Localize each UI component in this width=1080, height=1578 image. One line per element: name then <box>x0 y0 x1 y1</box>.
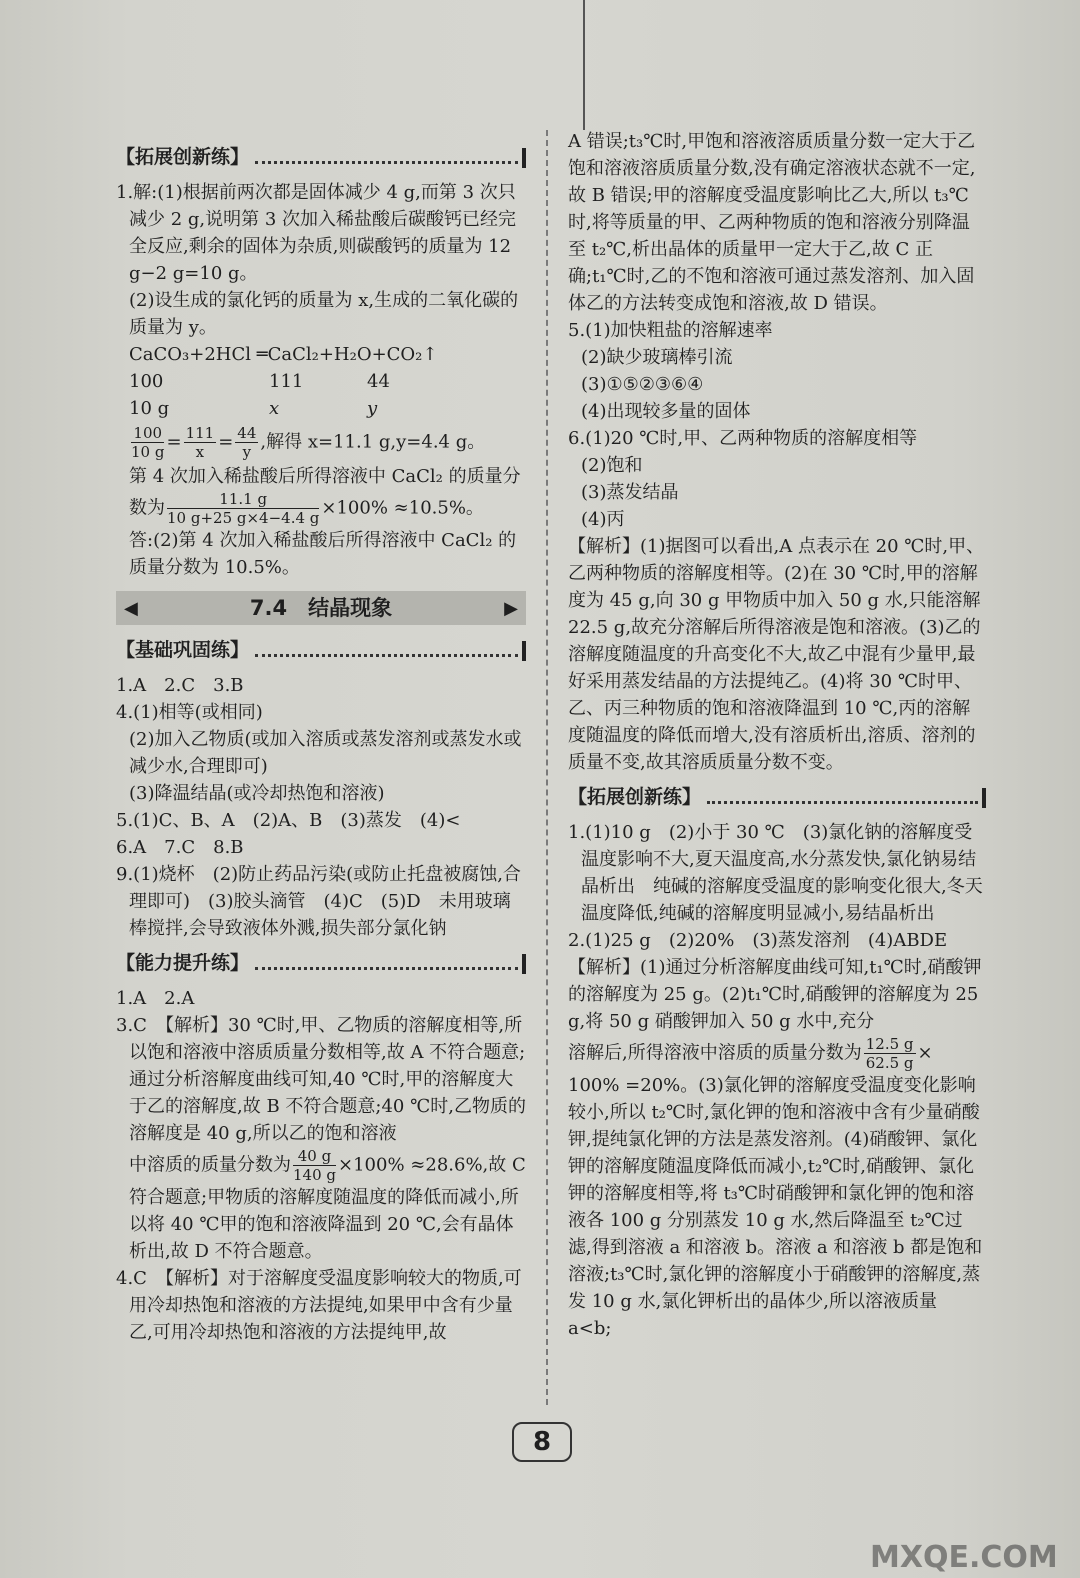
section-title: 【拓展创新练】 <box>116 144 526 171</box>
watermark-text: MXQE.COM <box>870 1540 1058 1575</box>
chapter-title: 7.4 结晶现象 <box>249 595 393 620</box>
right-column: A 错误;t₃℃时,甲饱和溶液溶质质量分数一定大于乙饱和溶液溶质质量分数,没有确定溶液状态就不一定,故 B 错误;甲的溶解度受温度影响比乙大,所以 t₃℃时,将等质量的甲、乙两种物质的饱和溶液分别降温至 t₂℃,析出晶体的质量甲一定大于乙,故 C 正确;t₁℃时,乙的不饱和溶液可通过蒸发溶剂、加入固体乙的方法转变成饱和溶液,故 D 错误。 5.(1)加快粗盐的溶解速率 (2)缺少玻璃棒引流 (3)①⑤②③⑥④ (4)出现较多量的固体 6.(1)20 ℃时,甲、乙两种物质的溶解度相等 (2)饱和 (3)蒸发结晶 (4)丙 【解析】(1)据图可以看出,A 点表示在 20 ℃时,甲、乙两种物质的溶解度相等。(2)在 30 ℃时,甲的溶解度为 45 g,向 30 g 甲物质中加入 50 g 水,只能溶解 22.5 g,故充分溶解后所得溶液是饱和溶液。(3)乙的溶解度随温度的升高变化不大,故乙中混有少量甲,最好采用蒸发结晶的方法提纯乙。(4)将 30 ℃时甲、乙、丙三种物质的饱和溶液降温到 10 ℃,丙的溶解度随温度的降低而增大,没有溶质析出,溶质、溶剂的质量不变,故其溶质质量分数不变。 【拓展创新练】 1.(1)10 g (2)小于 30 ℃ (3)氯化钠的溶解度受温度影响不大,夏天温度高,水分蒸发快,氯化钠易结晶析出 纯碱的溶解度受温度的影响变化很大,冬天温度降低,纯碱的溶解度明显减小,易结晶析出 2.(1)25 g (2)20% (3)蒸发溶剂 (4)ABDE 【解析】(1)通过分析溶解度曲线可知,t₁℃时,硝酸钾的溶解度为 25 g。(2)t₁℃时,硝酸钾的溶解度为 25 g,将 50 g 硝酸钾加入 50 g 水中,充分 溶解后,所得溶液中溶质的质量分数为 $\frac{12.5 g}{62.5 g}$ × 100% =20%。(3)氯化钾的溶解度受温度变化影响较小,所以 t₂℃时,氯化钾的饱和溶液中含有少量硝酸钾,提纯氯化钾的方法是蒸发溶剂。(4)硝酸钾、氯化钾的溶解度随温度降低而减小,t₂℃时,硝酸钾、氯化钾的溶解度相等,将 t₃℃时硝酸钾和氯化钾的饱和溶液各 100 g 分别蒸发 10 g 水,然后降温至 t₂℃过滤,得到溶液 a 和溶液 b。溶液 a 和溶液 b 都是饱和溶液;t₃℃时,氯化钾的溶解度小于硝酸钾的溶解度,蒸发 10 g 水,氯化钾析出的晶体少,所以溶液质量 a<b; <box>568 131 985 1339</box>
fraction-line: 数为 $\frac{11.1 g}{10 g+25 g\times 4-4.4 g}$ ×100% ≈10.5%。 <box>129 490 484 527</box>
section-title: 【基础巩固练】 <box>116 637 526 664</box>
answer-paragraph: (2)设生成的氯化钙的质量为 x,生成的二氧化碳的质量为 y。 <box>129 290 519 338</box>
fraction: $\frac{40 g}{140 g}$ <box>293 1147 337 1184</box>
chapter-banner <box>116 591 526 625</box>
ratio-line: $\frac{100}{10 g}$ = $\frac{111}{x}$ = $\frac{44}{y}$ ,解得 x=11.1 g,y=4.4 g。 <box>131 424 486 461</box>
left-column: 【拓展创新练】 1.解:(1)根据前两次都是固体减少 4 g,而第 3 次只减少 2 g,说明第 3 次加入稀盐酸后碳酸钙已经完全反应,剩余的固体为杂质,则碳酸钙的质量为 12 g−2 g=10 g。 (2)设生成的氯化钙的质量为 x,生成的二氧化碳的质量为 y。 CaCO₃+2HCl ═CaCl₂+H₂O+CO₂↑ 100 111 44 10 g x y $\frac{100}{10 g}$ = $\frac{111}{x}$ = $\frac{44}{y}$ ,解得 x=11.1 g,y=4.4 g。 第 4 次加入稀盐酸后所得溶液中 CaCl₂ 的质量分 数为 $\frac{11.1 g}{10 g+25 g\times 4-4.4 g}$ ×100% ≈10.5%。 答:(2)第 4 次加入稀盐酸后所得溶液中 CaCl₂ 的质量分数为 10.5%。 ◀ 7.4 结晶现象 ▶ 【基础巩固练】 1.A 2.C 3.B 4.(1)相等(或相同) (2)加入乙物质(或加入溶质或蒸发溶剂或蒸发水或减少水,合理即可) (3)降温结晶(或冷却热饱和溶液) 5.(1)C、B、A (2)A、B (3)蒸发 (4)< 6.A 7.C 8.B 9.(1)烧杯 (2)防止药品污染(或防止托盘被腐蚀,合理即可) (3)胶头滴管 (4)C (5)D 未用玻璃棒搅拌,会导致液体外溅,损失部分氯化钠 【能力提升练】 1.A 2.A 3.C 【解析】30 ℃时,甲、乙物质的溶解度相等,所以饱和溶液中溶质质量分数相等,故 A 不符合题意;通过分析溶解度曲线可知,40 ℃时,甲的溶解度大于乙的溶解度,故 B 不符合题意;40 ℃时,乙物质的溶解度是 40 g,所以乙的饱和溶液 中溶质的质量分数为 $\frac{40 g}{140 g}$ ×100% ≈28.6%,故 C 符合题意;甲物质的溶解度随温度的降低而减小,所以将 40 ℃甲的饱和溶液降温到 20 ℃,会有晶体析出,故 D 不符合题意。 4.C 【解析】对于溶解度受温度影响较大的物质,可用冷却热饱和溶液的方法提纯,如果甲中含有少量乙,可用冷却热饱和溶液的方法提纯甲,故 <box>116 146 526 1343</box>
left-arrow-icon: ◀ <box>124 597 138 619</box>
column-divider <box>546 130 548 1405</box>
section-title: 【能力提升练】 <box>116 950 526 977</box>
fraction-line: 中溶质的质量分数为 $\frac{40 g}{140 g}$ ×100% ≈28.6%,故 C <box>129 1147 526 1184</box>
fraction: $\frac{11.1 g}{10 g+25 g\times 4-4.4 g}$ <box>167 490 320 527</box>
chemical-equation: CaCO₃+2HCl ═CaCl₂+H₂O+CO₂↑ <box>129 344 438 365</box>
page-number: 8 <box>512 1422 572 1462</box>
mass-row: 10 g x y <box>129 398 378 419</box>
gutter-line <box>583 0 585 130</box>
fraction: $\frac{100}{10 g}$ <box>131 424 165 461</box>
section-title: 【拓展创新练】 <box>568 784 986 811</box>
fraction: $\frac{44}{y}$ <box>237 424 257 461</box>
fraction: $\frac{111}{x}$ <box>185 424 215 461</box>
fraction: $\frac{12.5 g}{62.5 g}$ <box>865 1035 914 1072</box>
fraction-line: 溶解后,所得溶液中溶质的质量分数为 $\frac{12.5 g}{62.5 g}$ × <box>568 1035 933 1072</box>
right-arrow-icon: ▶ <box>504 597 518 619</box>
mass-row: 100 111 44 <box>129 371 390 392</box>
answer-paragraph: 1.解:(1)根据前两次都是固体减少 4 g,而第 3 次只减少 2 g,说明第 3 次加入稀盐酸后碳酸钙已经完全反应,剩余的固体为杂质,则碳酸钙的质量为 12 g−2 g=10 g。 <box>116 182 517 284</box>
